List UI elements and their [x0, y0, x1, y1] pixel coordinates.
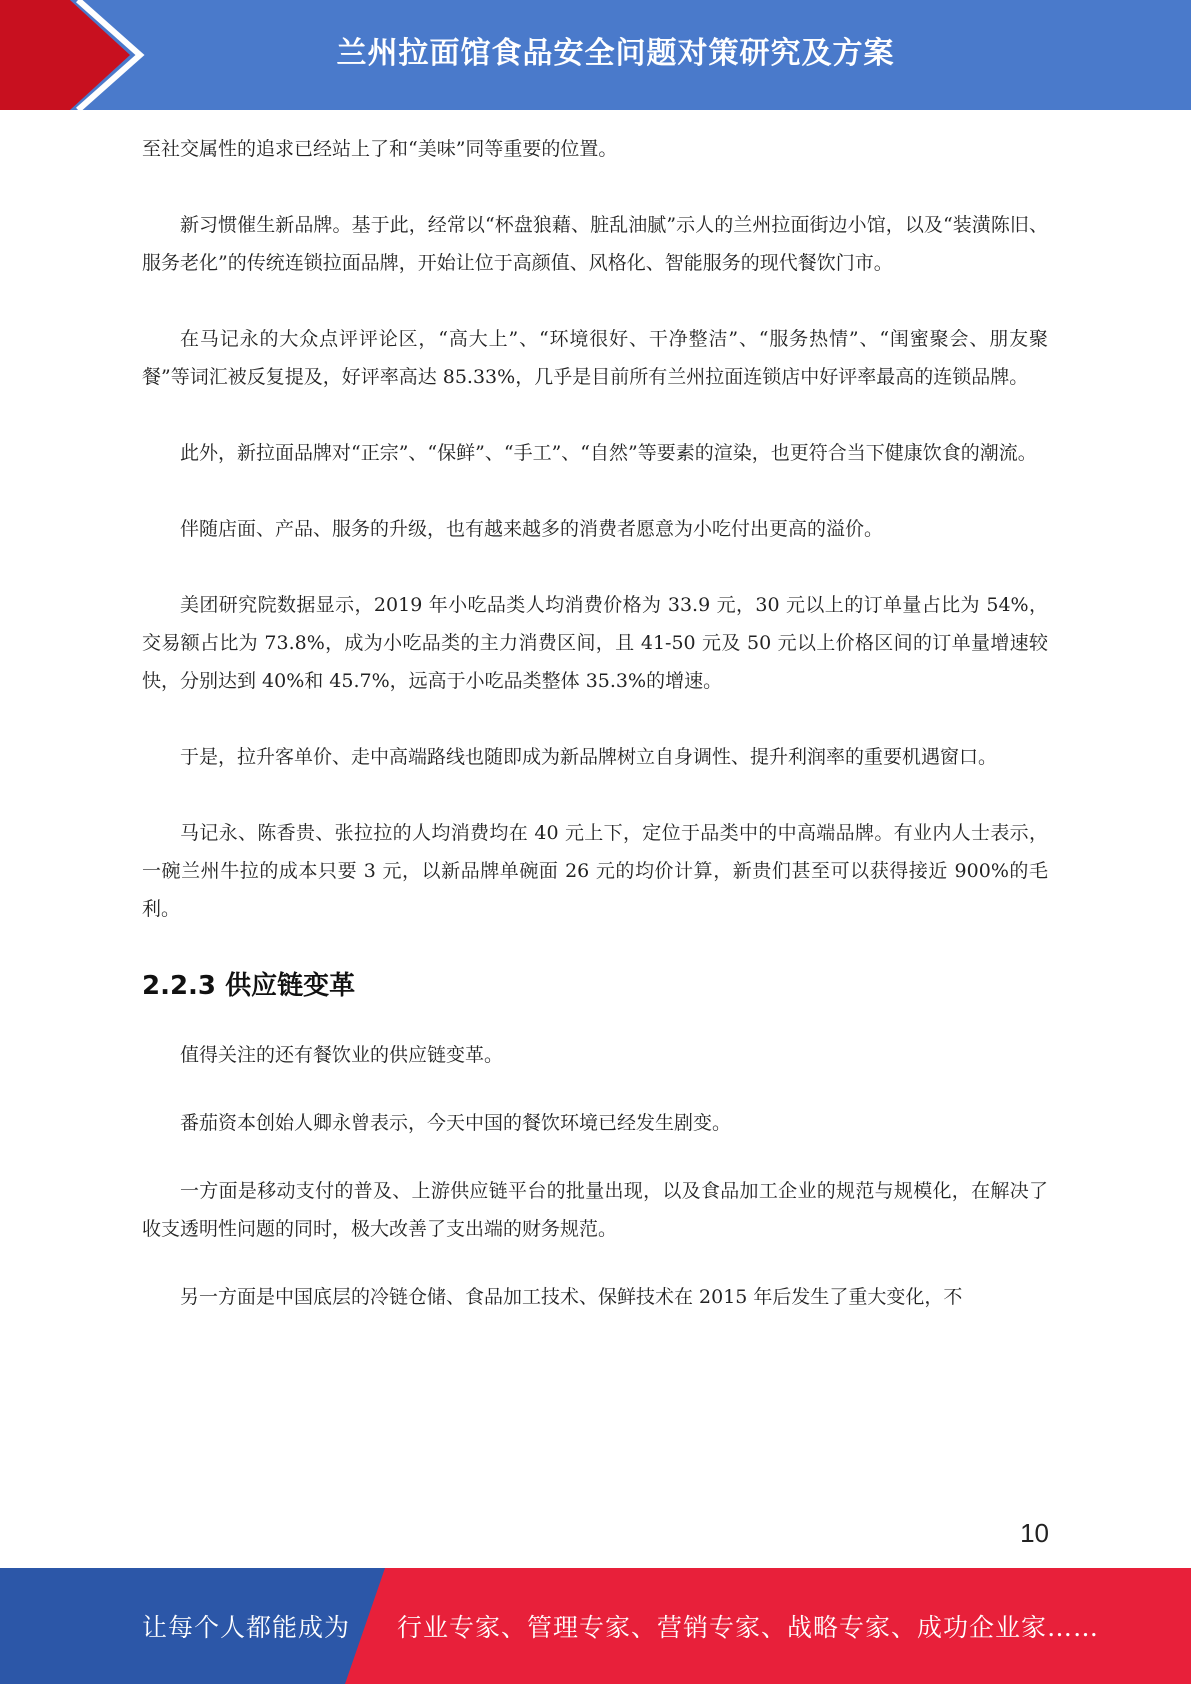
- document-title: 兰州拉面馆食品安全问题对策研究及方案: [336, 36, 895, 71]
- paragraph: 番茄资本创始人卿永曾表示，今天中国的餐饮环境已经发生剧变。: [180, 1112, 732, 1134]
- footer-slogan-right: 行业专家、管理专家、营销专家、战略专家、成功企业家……: [397, 1613, 1100, 1642]
- paragraph: 马记永、陈香贵、张拉拉的人均消费均在 40 元上下，定位于品类中的中高端品牌。有业内人士表示，一碗兰州牛拉的成本只要 3 元，以新品牌单碗面 26 元的均价计算，新贵们甚至可以获得接近 900%的毛利。: [142, 822, 1048, 920]
- paragraph: 另一方面是中国底层的冷链仓储、食品加工技术、保鲜技术在 2015 年后发生了重大变化，不: [180, 1286, 963, 1308]
- paragraph: 新习惯催生新品牌。基于此，经常以“杯盘狼藉、脏乱油腻”示人的兰州拉面街边小馆，以及“装潢陈旧、服务老化”的传统连锁拉面品牌，开始让位于高颜值、风格化、智能服务的现代餐饮门市。: [142, 214, 1048, 274]
- paragraph: 在马记永的大众点评评论区，“高大上”、“环境很好、干净整洁”、“服务热情”、“闺蜜聚会、朋友聚餐”等词汇被反复提及，好评率高达 85.33%，几乎是目前所有兰州拉面连锁店中好评率最高的连锁品牌。: [142, 328, 1048, 388]
- page-number: 10: [1020, 1518, 1049, 1548]
- header-banner: [0, 0, 1191, 110]
- footer-slogan-left: 让每个人都能成为: [142, 1613, 351, 1642]
- paragraph: 此外，新拉面品牌对“正宗”、“保鲜”、“手工”、“自然”等要素的渲染，也更符合当下健康饮食的潮流。: [180, 442, 1037, 464]
- paragraph: 伴随店面、产品、服务的升级，也有越来越多的消费者愿意为小吃付出更高的溢价。: [180, 518, 884, 540]
- document-body: [142, 130, 1048, 1346]
- paragraph: 于是，拉升客单价、走中高端路线也随即成为新品牌树立自身调性、提升利润率的重要机遇窗口。: [180, 746, 998, 768]
- section-heading: 2.2.3 供应链变革: [142, 971, 356, 1001]
- paragraph: 值得关注的还有餐饮业的供应链变革。: [180, 1044, 504, 1066]
- paragraph: 一方面是移动支付的普及、上游供应链平台的批量出现，以及食品加工企业的规范与规模化，在解决了收支透明性问题的同时，极大改善了支出端的财务规范。: [142, 1180, 1048, 1240]
- header-arrow-decoration: [0, 0, 150, 110]
- paragraph: 至社交属性的追求已经站上了和“美味”同等重要的位置。: [142, 138, 618, 160]
- footer-banner: [0, 1568, 1191, 1684]
- paragraph: 美团研究院数据显示，2019 年小吃品类人均消费价格为 33.9 元，30 元以上的订单量占比为 54%，交易额占比为 73.8%，成为小吃品类的主力消费区间，且 41-50 元及 50 元以上价格区间的订单量增速较快，分别达到 40%和 45.7%，远高于小吃品类整体 35.3%的增速。: [142, 594, 1048, 692]
